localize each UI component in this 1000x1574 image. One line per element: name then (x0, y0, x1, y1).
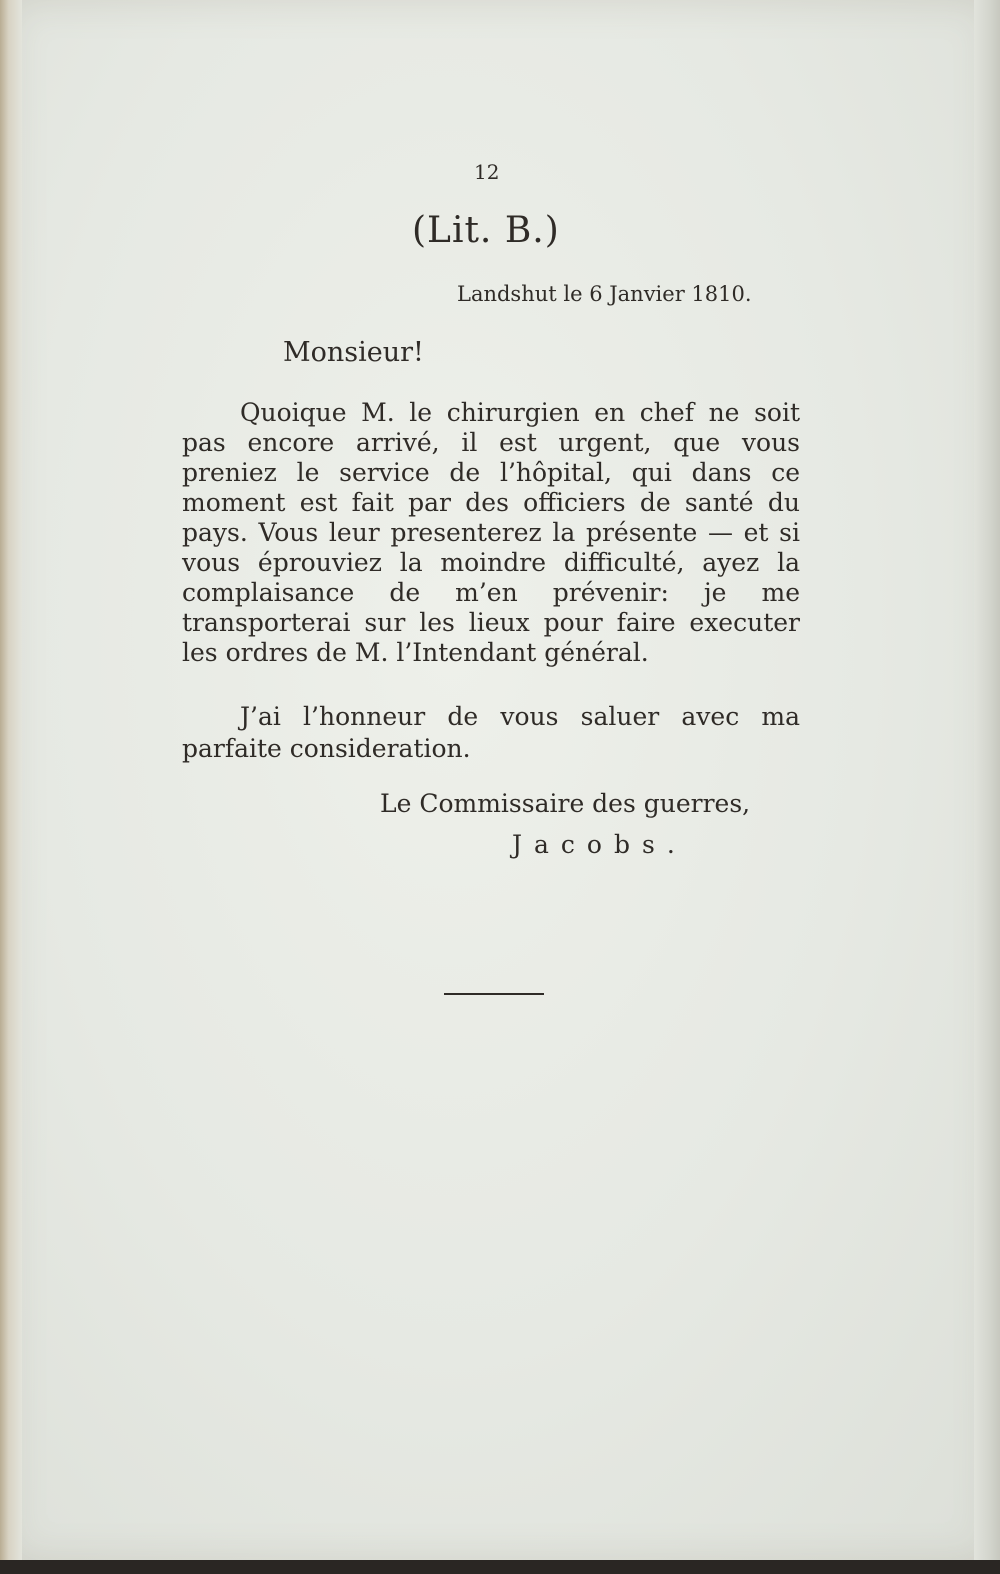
salutation: Monsieur! (283, 337, 424, 368)
page-left-edge (0, 0, 22, 1574)
dateline: Landshut le 6 Janvier 1810. (457, 282, 752, 306)
page-heading: (Lit. B.) (412, 210, 560, 251)
signature-title: Le Commissaire des guerres, (380, 789, 751, 818)
letter-closing: J’ai l’honneur de vous saluer avec ma parfaite consideration. (182, 702, 800, 763)
page-bottom-edge (0, 1560, 1000, 1574)
page-number: 12 (474, 160, 500, 184)
horizontal-rule (444, 993, 544, 995)
signature-name: Jacobs. (512, 830, 687, 859)
page-right-edge (974, 0, 1000, 1574)
letter-body: Quoique M. le chirurgien en chef ne soit pas encore arrivé, il est urgent, que vous preniez le service de l’hôpital, qui dans ce moment est fait par des officiers de santé du pays. Vous leur presenterez la présente — et si vous éprouviez la moindre difficulté, ayez la complaisance de m’en prévenir: je me transporterai sur les lieux pour faire executer les ordres de M. l’Intendant général. (182, 398, 800, 667)
